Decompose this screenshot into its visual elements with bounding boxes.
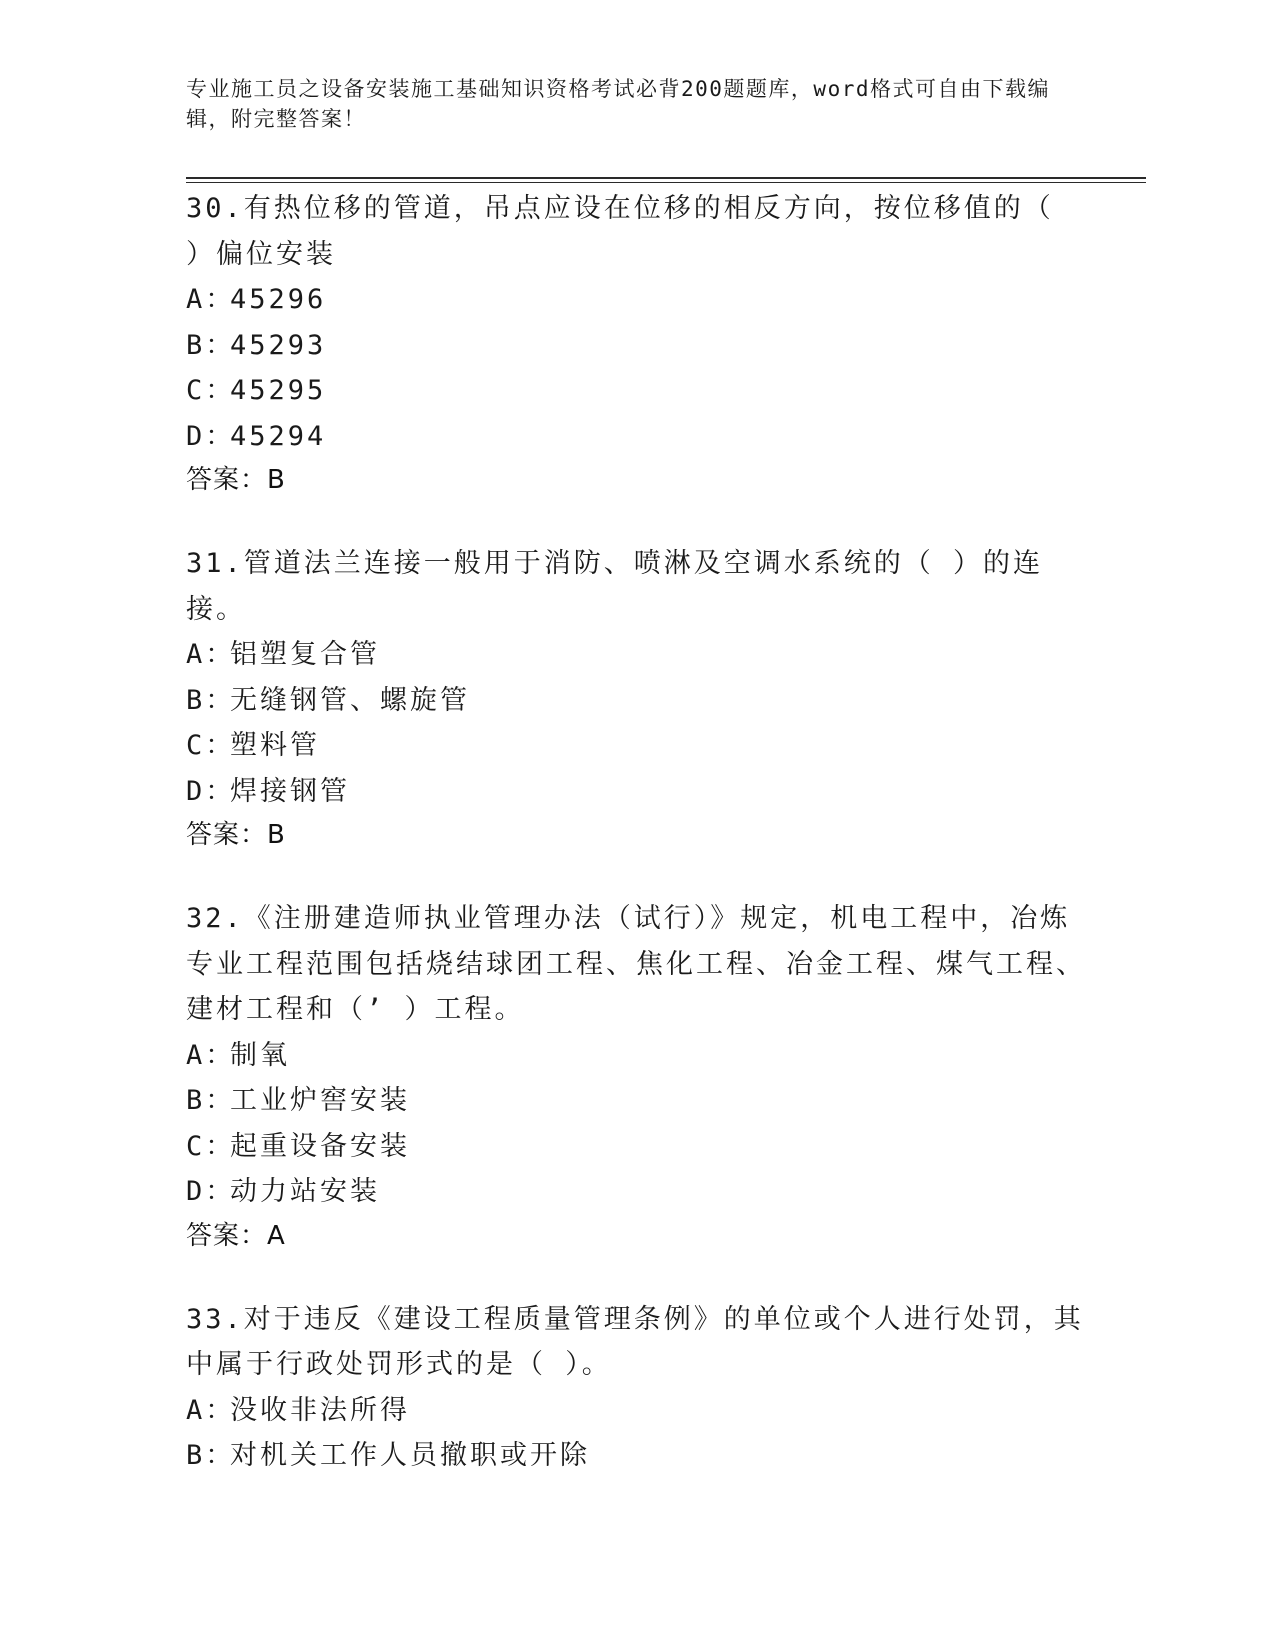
option-key: C： — [186, 1130, 236, 1162]
question-list — [186, 186, 1086, 1519]
answer-line: 答案：B — [186, 465, 286, 495]
question-stem: 33.对于违反《建设工程质量管理条例》的单位或个人进行处罚，其中属于行政处罚形式的是（ ）。 — [186, 1303, 1084, 1380]
option-b — [186, 1078, 1086, 1124]
option-key: B： — [186, 684, 236, 716]
option-key: D： — [186, 775, 236, 807]
option-key: A： — [186, 639, 236, 670]
option-b — [186, 678, 1086, 724]
option-a — [186, 632, 1086, 678]
question-31 — [186, 541, 1086, 856]
option-text: 对机关工作人员撤职或开除 — [230, 1440, 590, 1471]
option-key: B： — [186, 1085, 236, 1116]
question-stem: 30.有热位移的管道，吊点应设在位移的相反方向，按位移值的（ ）偏位安装 — [186, 193, 1054, 270]
option-text: 制氧 — [230, 1039, 290, 1071]
option-text: 塑料管 — [230, 730, 320, 761]
option-key: A： — [186, 1039, 236, 1071]
question-32 — [186, 896, 1086, 1257]
header-divider-thin — [186, 182, 1146, 183]
option-a — [186, 277, 1086, 323]
option-text: 45294 — [230, 420, 327, 452]
option-text: 没收非法所得 — [230, 1394, 410, 1426]
option-text: 焊接钢管 — [230, 775, 350, 807]
option-a — [186, 1388, 1086, 1434]
question-stem: 32.《注册建造师执业管理办法（试行）》规定，机电工程中，冶炼专业工程范围包括烧结球团工程、焦化工程、冶金工程、煤气工程、建材工程和（’ ）工程。 — [186, 903, 1086, 1025]
option-text: 动力站安装 — [230, 1176, 380, 1207]
option-key: B： — [186, 1440, 236, 1471]
option-text: 铝塑复合管 — [230, 639, 380, 670]
document-intro: 专业施工员之设备安装施工基础知识资格考试必背200题题库，word格式可自由下载编辑，附完整答案！ — [186, 77, 1050, 131]
option-key: C： — [186, 375, 236, 406]
option-text: 无缝钢管、螺旋管 — [230, 684, 470, 716]
option-key: D： — [186, 1176, 236, 1207]
question-30 — [186, 186, 1086, 501]
option-key: B： — [186, 329, 236, 361]
option-key: A： — [186, 284, 236, 315]
option-text: 45296 — [230, 284, 327, 315]
option-text: 工业炉窖安装 — [230, 1085, 410, 1116]
option-key: D： — [186, 420, 236, 452]
answer-line: 答案：B — [186, 820, 286, 850]
answer-line: 答案：A — [186, 1220, 286, 1251]
option-key: A： — [186, 1394, 236, 1426]
option-c — [186, 1124, 1086, 1170]
option-d — [186, 414, 1086, 460]
question-33 — [186, 1297, 1086, 1479]
option-c — [186, 368, 1086, 414]
option-text: 45295 — [230, 375, 327, 406]
question-stem: 31.管道法兰连接一般用于消防、喷淋及空调水系统的（ ）的连接。 — [186, 548, 1044, 625]
header-divider-thick — [186, 177, 1146, 179]
option-c — [186, 723, 1086, 769]
option-text: 起重设备安装 — [230, 1130, 410, 1162]
option-a — [186, 1033, 1086, 1079]
option-key: C： — [186, 730, 236, 761]
option-d — [186, 769, 1086, 815]
option-b — [186, 323, 1086, 369]
option-d — [186, 1169, 1086, 1215]
option-b — [186, 1433, 1086, 1479]
option-text: 45293 — [230, 329, 327, 361]
